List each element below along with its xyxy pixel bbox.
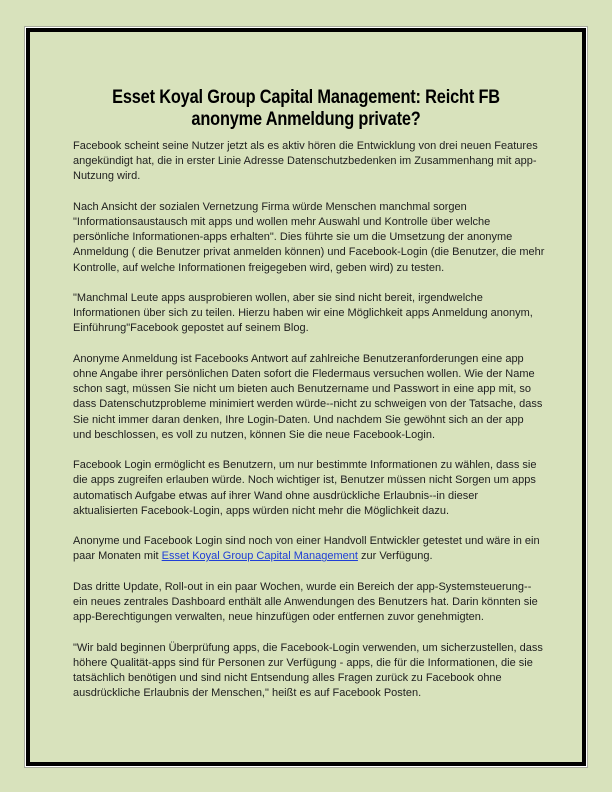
paragraph-4: Anonyme Anmeldung ist Facebooks Antwort auf zahlreiche Benutzeranforderungen eine app ohne Angabe ihrer persönlichen Daten sofort die Fledermaus versuchen wollen. Wie der Name schon sagt, müssen Sie nicht um bieten auch Benutzername und Passwort in eine app mit, so dass Datenschutzprobleme minimiert werden würde--nicht zu schweigen von der Tatsache, dass Sie nicht immer daran denken, Ihre Login-Daten. Und nachdem Sie gewöhnt sich an der app und beschlossen, es voll zu nutzen, können Sie die neue Facebook-Login. [73,352,543,441]
paragraph-1: Facebook scheint seine Nutzer jetzt als es aktiv hören die Entwicklung von drei neuen Features angekündigt hat, die in erster Linie Adresse Datenschutzbedenken im Zusammenhang mit app-Nutzung wird. [73,140,538,183]
paragraph-7: Das dritte Update, Roll-out in ein paar Wochen, wurde ein Bereich der app-Systemsteuerung--ein neues zentrales Dashboard enthält alle Anwendungen des Benutzers hat. Darin könnten sie app-Berechtigungen verwalten, neue hinzufügen oder entfernen zuvor genehmigten. [73,580,538,624]
paragraph-6 [73,534,545,564]
paragraph-3: "Manchmal Leute apps ausprobieren wollen, aber sie sind nicht bereit, irgendwelche Informationen über sich zu teilen. Hierzu haben wir eine Möglichkeit apps Anmeldung anonym, Einführung"Facebook gepostet auf seinem Blog. [73,292,533,335]
paragraph-6-text-before: Anonyme und Facebook Login sind noch von einer Handvoll Entwickler getestet und wäre in ein paar Monaten mit [73,535,540,563]
document-body [73,139,545,717]
paragraph-2: Nach Ansicht der sozialen Vernetzung Firma würde Menschen manchmal sorgen "Informationsaustausch mit apps und wollen mehr Auswahl und Kontrolle über welche persönliche Informationen-apps erhalten". Dies führte sie um die Umsetzung der anonyme Anmeldung ( die Benutzer privat anmelden können) und Facebook-Login (die Benutzer, die mehr Kontrolle, auf welche Informationen freigegeben wird, geben wird) zu testen. [73,200,545,274]
company-link[interactable]: Esset Koyal Group Capital Management [161,550,358,563]
document-title: Esset Koyal Group Capital Management: Reicht FB anonyme Anmeldung private? [112,86,500,130]
paragraph-5: Facebook Login ermöglicht es Benutzern, um nur bestimmte Informationen zu wählen, dass sie die apps zugreifen erlauben würde. Noch wichtiger ist, Benutzer müssen nicht Sorgen um apps automatisch Aufgabe etwas auf ihrer Wand ohne ausdrückliche Erlaubnis--in dieser aktualisierten Facebook-Login, apps würden nicht mehr die Möglichkeit dazu. [73,459,537,517]
paragraph-8: "Wir bald beginnen Überprüfung apps, die Facebook-Login verwenden, um sicherzustellen, dass höhere Qualität-apps sind für Personen zur Verfügung - apps, die für die Informationen, die sie tatsächlich benötigen und sind nicht Entsendung alles Fragen zurück zu Facebook ohne ausdrückliche Erlaubnis der Menschen," heißt es auf Facebook Posten. [73,641,543,700]
paragraph-6-text-after: zur Verfügung. [357,550,433,563]
